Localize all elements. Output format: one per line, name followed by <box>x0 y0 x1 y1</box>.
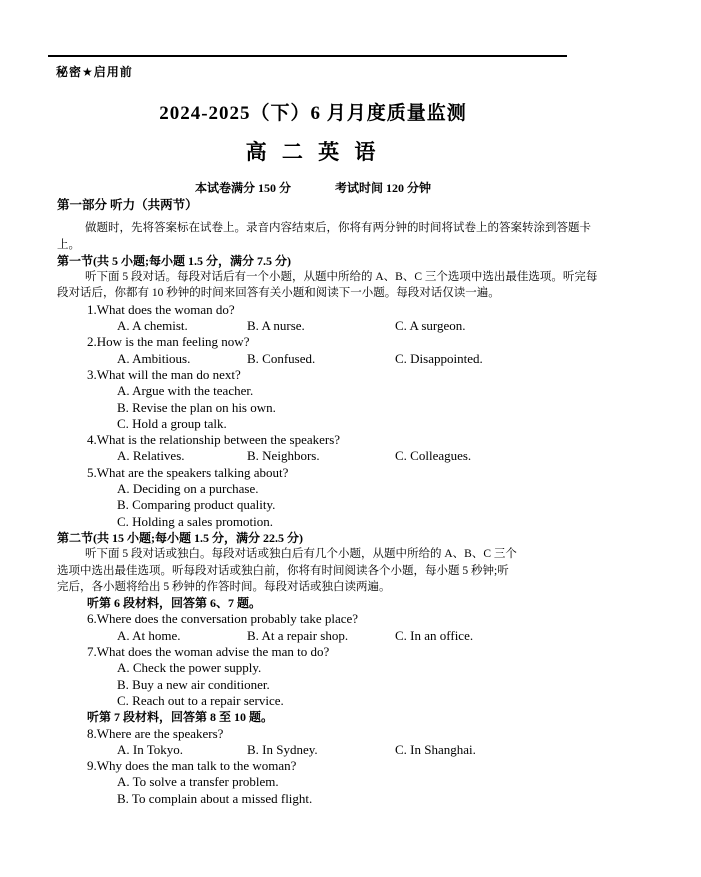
section2-heading: 第二节(共 15 小题;每小题 1.5 分，满分 22.5 分) <box>57 530 303 545</box>
question-4-options <box>57 448 572 464</box>
question-1-option-c: C. A surgeon. <box>395 318 466 334</box>
question-8-options <box>57 742 572 758</box>
section2-instruction-line-2: 选项中选出最佳选项。听每段对话或独白前，你将有时间阅读各个小题，每小题 5 秒钟;听 <box>57 564 509 577</box>
question-9-text: 9.Why does the man talk to the woman? <box>87 758 297 774</box>
question-5-option-b: B. Comparing product quality. <box>117 497 276 513</box>
question-8-option-b: B. In Sydney. <box>247 741 318 757</box>
classification-label: 秘密★启用前 <box>56 65 133 79</box>
section1-instruction-line-1: 听下面 5 段对话。每段对话后有一个小题，从题中所给的 A、B、C 三个选项中选出最佳选项。听完每 <box>85 271 598 284</box>
question-7-option-a: A. Check the power supply. <box>117 660 262 676</box>
question-3 <box>57 367 572 432</box>
section1-instruction-line-2: 段对话后，你都有 10 秒钟的时间来回答有关小题和阅读下一小题。每段对话仅读一遍。 <box>57 287 500 300</box>
part1-intro-line-2: 上。 <box>57 238 80 251</box>
question-6-option-a: A. At home. <box>117 627 181 643</box>
question-8-text: 8.Where are the speakers? <box>87 725 224 741</box>
part1-intro-line-1: 做题时，先将答案标在试卷上。录音内容结束后，你将有两分钟的时间将试卷上的答案转涂到答题卡 <box>85 222 591 235</box>
exam-title: 2024-2025（下）6 月月度质量监测 <box>159 103 467 124</box>
question-7-text: 7.What does the woman advise the man to do? <box>87 644 330 660</box>
full-score-label: 本试卷满分 150 分 <box>194 181 291 195</box>
question-2-option-c: C. Disappointed. <box>395 350 483 366</box>
question-6-text: 6.Where does the conversation probably take place? <box>87 611 359 627</box>
question-1-text: 1.What does the woman do? <box>87 301 235 317</box>
question-5-text: 5.What are the speakers talking about? <box>87 464 289 480</box>
question-9 <box>57 758 572 807</box>
question-2-option-b: B. Confused. <box>247 350 316 366</box>
question-8 <box>57 726 572 759</box>
duration-label: 考试时间 120 分钟 <box>335 181 432 195</box>
section1-heading: 第一节(共 5 小题;每小题 1.5 分，满分 7.5 分) <box>57 253 291 268</box>
question-6-options <box>57 628 572 644</box>
exam-info-line <box>57 179 569 196</box>
question-4-text: 4.What is the relationship between the speakers? <box>87 432 341 448</box>
question-8-option-c: C. In Shanghai. <box>395 741 476 757</box>
section2-instruction-line-1: 听下面 5 段对话或独白。每段对话或独白后有几个小题，从题中所给的 A、B、C 三个 <box>85 548 517 561</box>
question-3-option-c: C. Hold a group talk. <box>117 415 227 431</box>
exam-body <box>57 197 598 807</box>
question-6-option-c: C. In an office. <box>395 627 474 643</box>
question-2-options <box>57 351 572 367</box>
question-7-option-b: B. Buy a new air conditioner. <box>117 676 270 692</box>
question-7-option-c: C. Reach out to a repair service. <box>117 692 284 708</box>
part1-heading: 第一部分 听力（共两节） <box>57 198 198 212</box>
question-3-text: 3.What will the man do next? <box>87 366 241 382</box>
question-4 <box>57 432 572 465</box>
question-7 <box>57 644 572 709</box>
question-4-option-c: C. Colleagues. <box>395 448 472 464</box>
exam-header <box>57 98 569 196</box>
question-1-option-a: A. A chemist. <box>117 318 188 334</box>
question-2-text: 2.How is the man feeling now? <box>87 334 250 350</box>
question-5-option-c: C. Holding a sales promotion. <box>117 513 273 529</box>
question-3-option-a: A. Argue with the teacher. <box>117 383 254 399</box>
material-7-heading: 听第 7 段材料，回答第 8 至 10 题。 <box>87 710 274 725</box>
material-6-heading: 听第 6 段材料，回答第 6、7 题。 <box>87 596 262 611</box>
question-4-option-a: A. Relatives. <box>117 448 185 464</box>
question-1-options <box>57 318 572 334</box>
section2-instruction-line-3: 完后，各小题将给出 5 秒钟的作答时间。每段对话或独白读两遍。 <box>57 580 391 593</box>
question-5 <box>57 465 572 530</box>
question-2 <box>57 334 572 367</box>
question-8-option-a: A. In Tokyo. <box>117 741 184 757</box>
question-2-option-a: A. Ambitious. <box>117 350 191 366</box>
question-9-option-a: A. To solve a transfer problem. <box>117 774 279 790</box>
question-1 <box>57 302 572 335</box>
question-1-option-b: B. A nurse. <box>247 318 305 334</box>
question-4-option-b: B. Neighbors. <box>247 448 320 464</box>
header-rule <box>48 55 567 57</box>
question-5-option-a: A. Deciding on a purchase. <box>117 481 259 497</box>
exam-subject: 高 二 英 语 <box>245 140 381 164</box>
question-9-option-b: B. To complain about a missed flight. <box>117 790 313 806</box>
question-3-option-b: B. Revise the plan on his own. <box>117 399 276 415</box>
question-6 <box>57 611 572 644</box>
question-6-option-b: B. At a repair shop. <box>247 627 349 643</box>
